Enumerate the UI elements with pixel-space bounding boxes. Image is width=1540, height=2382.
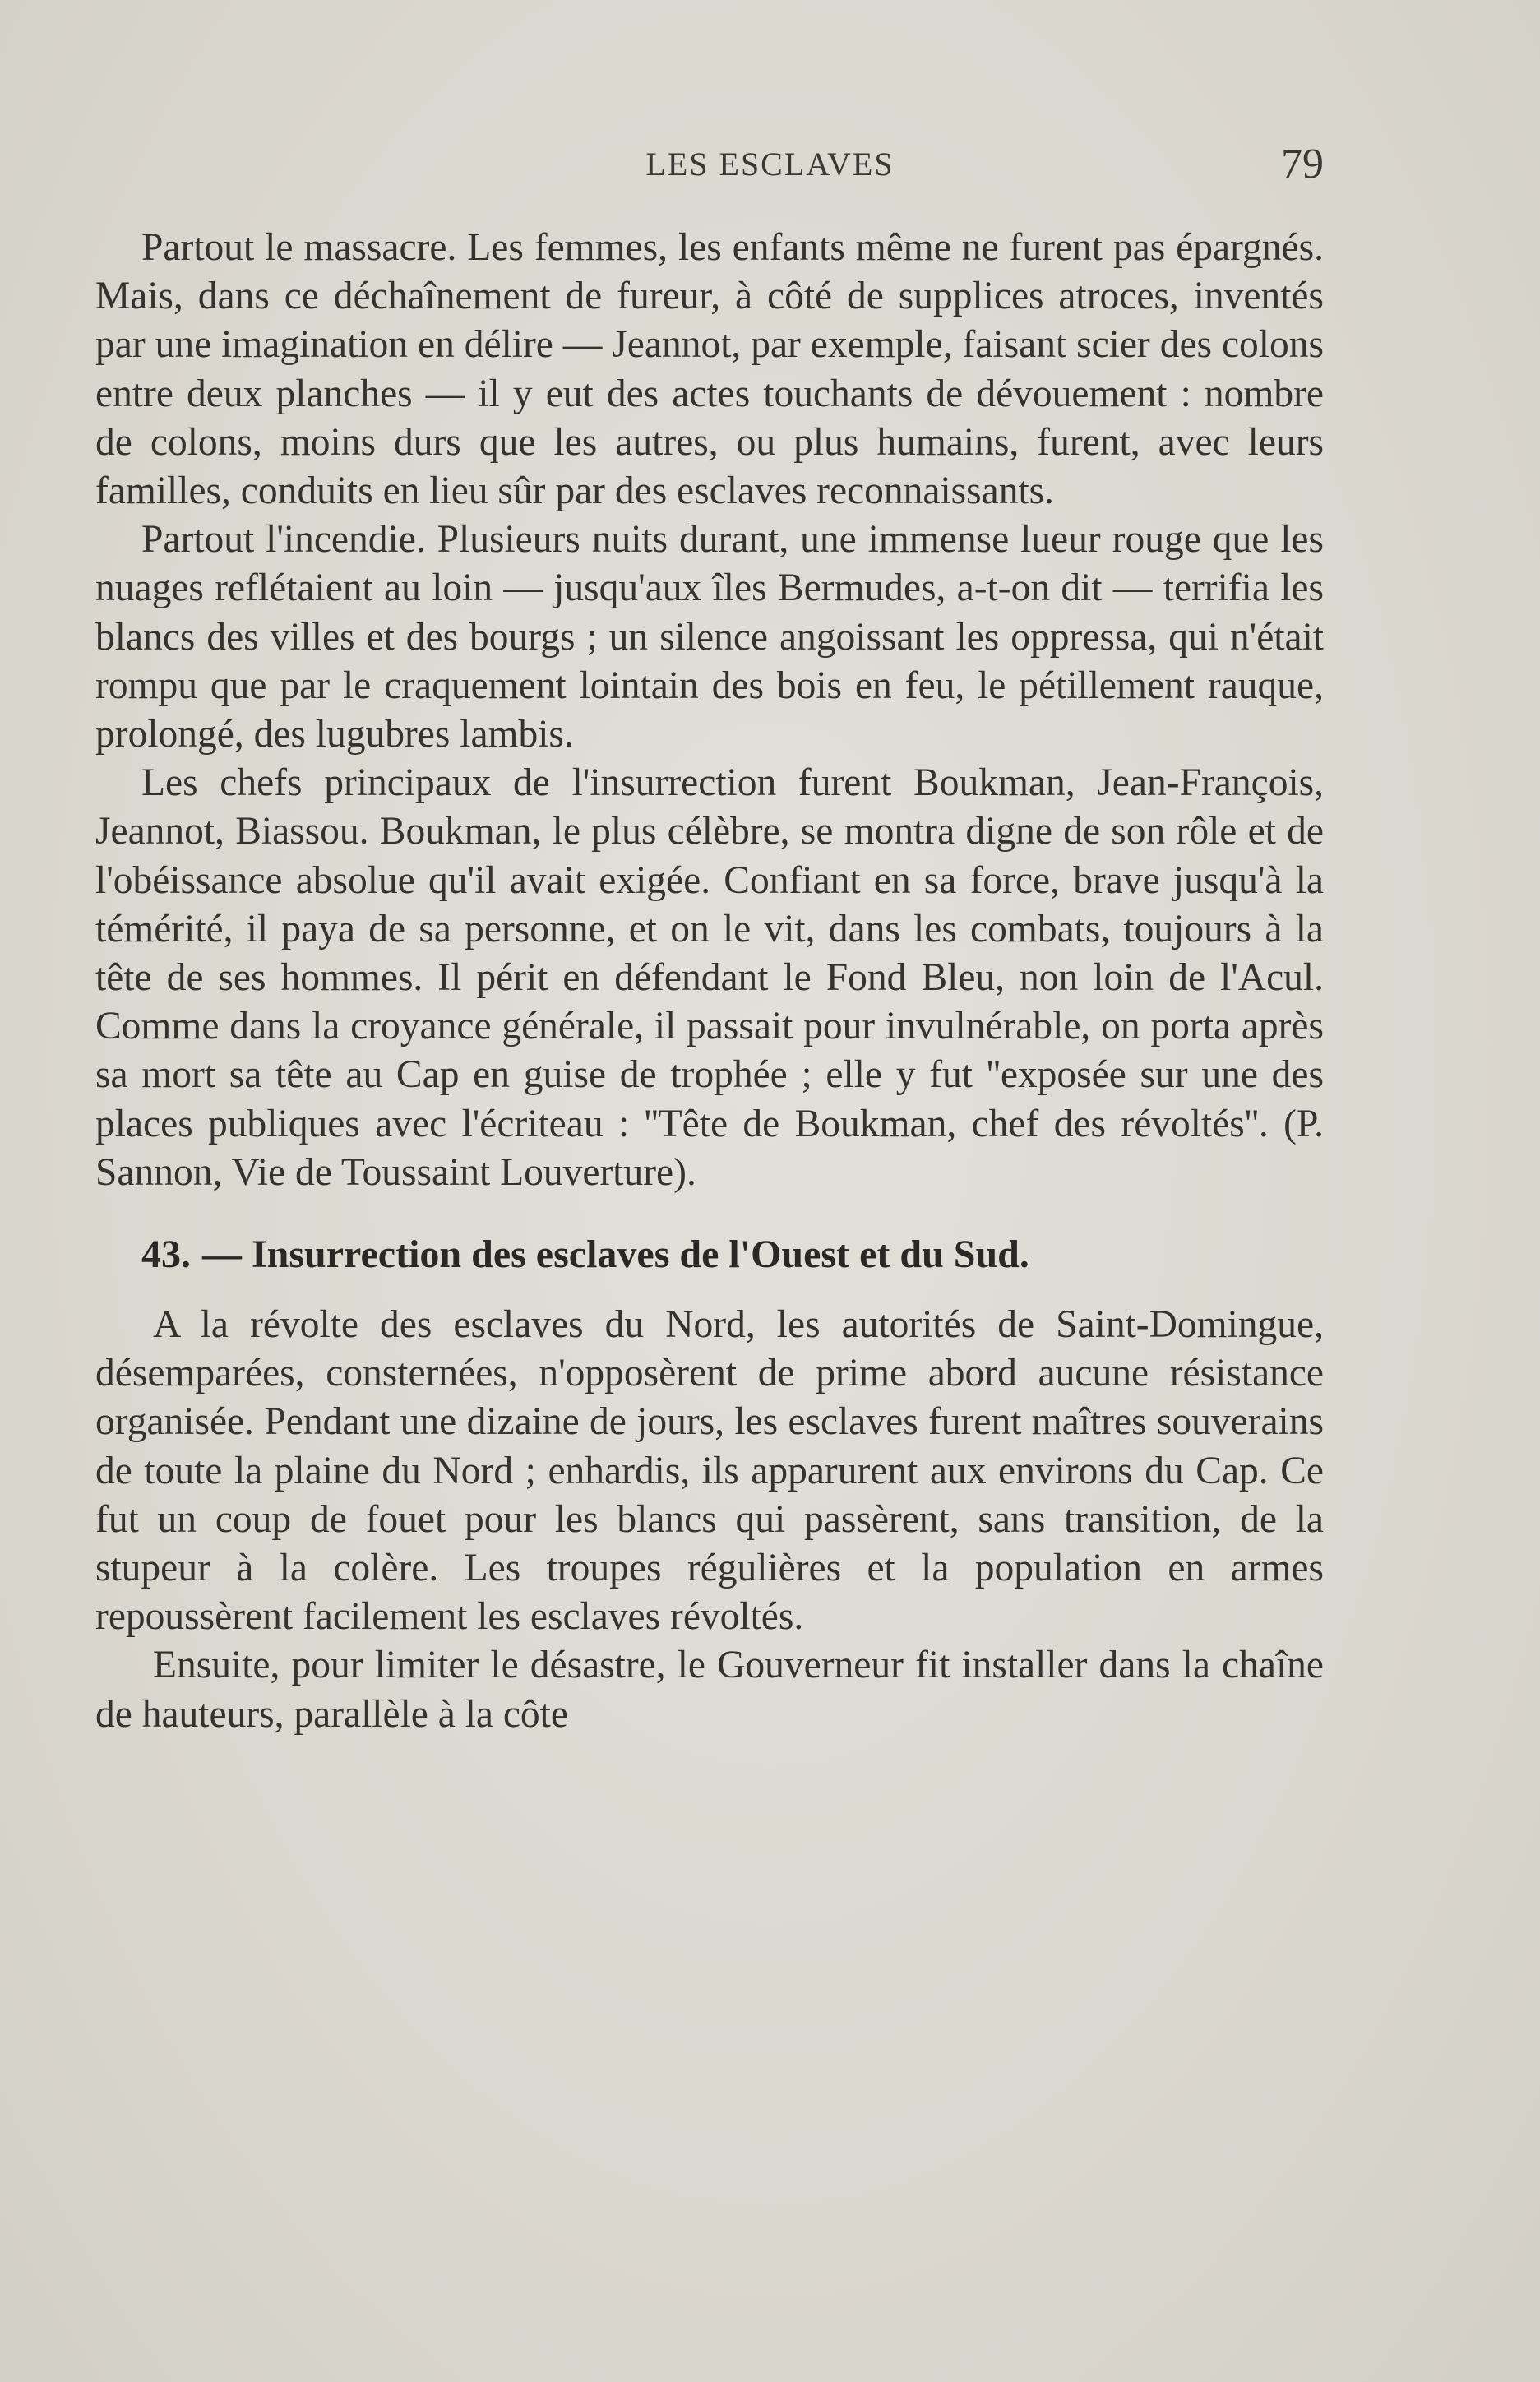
paragraph-incendie: Partout l'incendie. Plusieurs nuits durant, une immense lueur rouge que les nuages reflétaient au loin — jusqu'aux îles Bermudes, a-t-on dit — terrifia les blancs des villes et des bourgs ; un silence angoissant les oppressa, qui n'était rompu que par le craquement lointain des bois en feu, le pétillement rauque, prolongé, des lugubres lambis. bbox=[95, 518, 1324, 756]
paragraph-chefs: Les chefs principaux de l'insurrection furent Boukman, Jean-François, Jeannot, Biassou. Boukman, le plus célèbre, se montra digne de son rôle et de l'obéissance absolue qu'il avait exigée. Confiant en sa force, brave jusqu'à la témérité, il paya de sa personne, et on le vit, dans les combats, toujours à la tête de ses hommes. Il périt en défendant le Fond Bleu, non loin de l'Acul. Comme dans la croyance générale, il passait pour invulnérable, on porta après sa mort sa tête au Cap en guise de trophée ; elle y fut ''exposée sur une des places publiques avec l'écriteau : ''Tête de Boukman, chef des révoltés''. (P. Sannon, Vie de Toussaint Louverture). bbox=[95, 761, 1324, 1194]
section-number: 43. bbox=[141, 1233, 191, 1277]
paragraph-revolte-nord: A la révolte des esclaves du Nord, les autorités de Saint-Domingue, désemparées, consternées, n'opposèrent de prime abord aucune résistance organisée. Pendant une dizaine de jours, les esclaves furent maîtres souverains de toute la plaine du Nord ; enhardis, ils apparurent aux environs du Cap. Ce fut un coup de fouet pour les blancs qui passèrent, sans transition, de la stupeur à la colère. Les troupes régulières et la population en armes repoussèrent facilement les esclaves révoltés. bbox=[95, 1303, 1324, 1639]
running-title: LES ESCLAVES bbox=[645, 146, 895, 183]
paragraph-massacre: Partout le massacre. Les femmes, les enfants même ne furent pas épargnés. Mais, dans ce déchaînement de fureur, à côté de supplices atroces, inventés par une imagination en délire — Jeannot, par exemple, faisant scier des colons entre deux planches — il y eut des actes touchants de dévouement : nombre de colons, moins durs que les autres, ou plus humains, furent, avec leurs familles, conduits en lieu sûr par des esclaves reconnaissants. bbox=[95, 226, 1324, 513]
body-text bbox=[95, 224, 1324, 1739]
page-number: 79 bbox=[1281, 141, 1324, 187]
page-header bbox=[0, 140, 1540, 189]
paragraph-gouverneur: Ensuite, pour limiter le désastre, le Gouverneur fit installer dans la chaîne de hauteurs, parallèle à la côte bbox=[95, 1644, 1324, 1736]
section-heading bbox=[95, 1230, 1324, 1279]
section-title: — Insurrection des esclaves de l'Ouest et du Sud. bbox=[202, 1233, 1029, 1277]
